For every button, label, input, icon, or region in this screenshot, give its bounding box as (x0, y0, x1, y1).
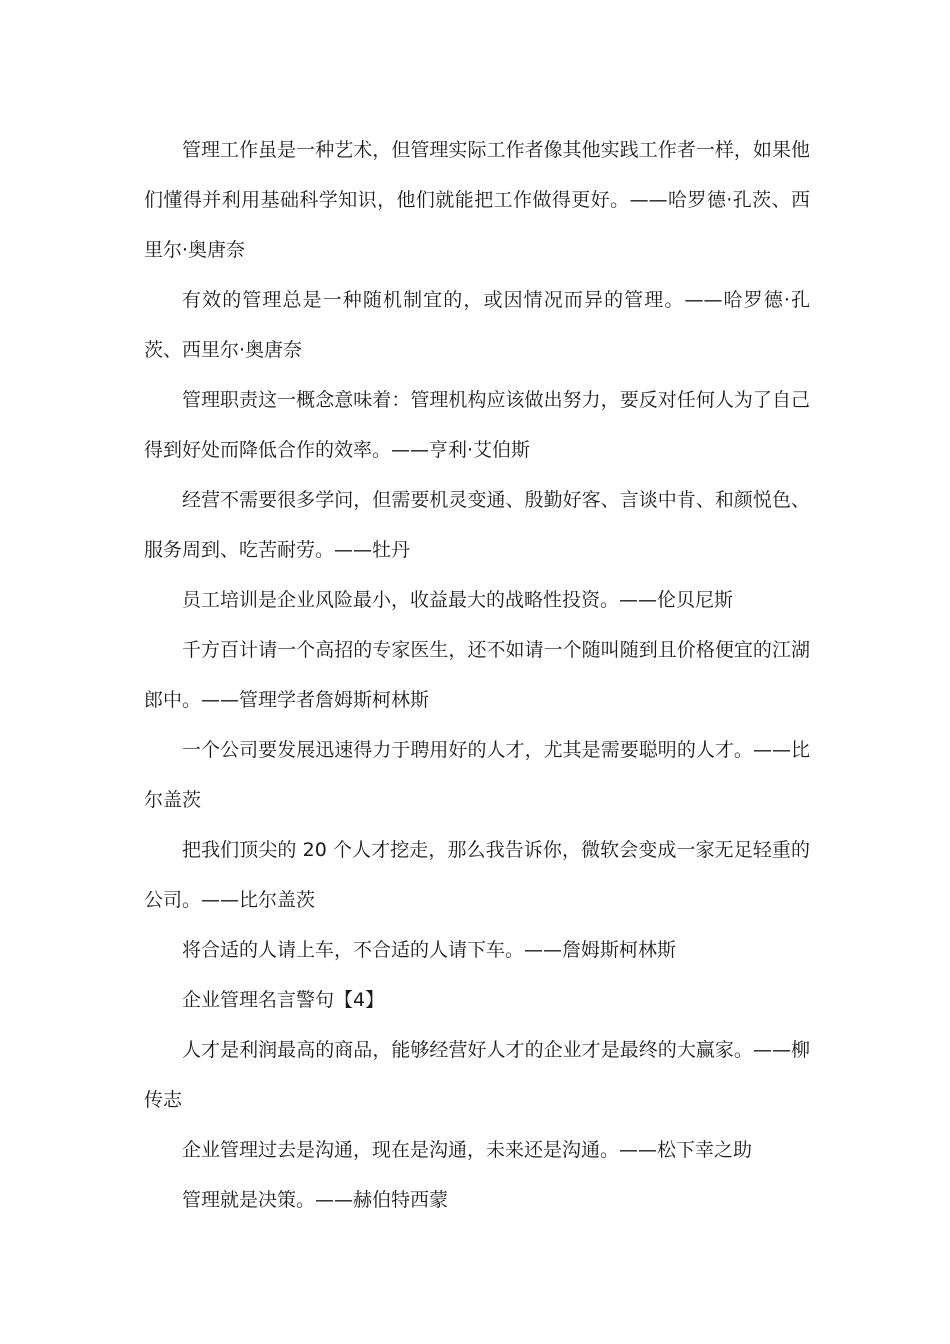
quote-paragraph: 员工培训是企业风险最小，收益最大的战略性投资。——伦贝尼斯 (182, 589, 734, 611)
section-heading: 企业管理名言警句【4】 (182, 989, 385, 1011)
quote-paragraph: 千方百计请一个高招的专家医生，还不如请一个随叫随到且价格便宜的江湖郎中。——管理学者詹姆斯柯林斯 (144, 639, 810, 711)
quote-paragraph: 管理职责这一概念意味着：管理机构应该做出努力，要反对任何人为了自己得到好处而降低合作的效率。——亨利·艾伯斯 (144, 389, 810, 461)
quote-paragraph: 人才是利润最高的商品，能够经营好人才的企业才是最终的大赢家。——柳传志 (144, 1039, 810, 1111)
quote-paragraph: 将合适的人请上车，不合适的人请下车。——詹姆斯柯林斯 (182, 939, 677, 961)
quote-paragraph: 管理工作虽是一种艺术，但管理实际工作者像其他实践工作者一样，如果他们懂得并利用基础科学知识，他们就能把工作做得更好。——哈罗德·孔茨、西里尔·奥唐奈 (144, 139, 810, 261)
document-body (144, 125, 810, 1225)
quote-paragraph: 有效的管理总是一种随机制宜的，或因情况而异的管理。——哈罗德·孔茨、西里尔·奥唐奈 (144, 289, 810, 361)
quote-paragraph: 把我们顶尖的 20 个人才挖走，那么我告诉你，微软会变成一家无足轻重的公司。——比尔盖茨 (144, 839, 810, 911)
quote-paragraph: 企业管理过去是沟通，现在是沟通，未来还是沟通。——松下幸之助 (182, 1139, 753, 1161)
quote-paragraph: 一个公司要发展迅速得力于聘用好的人才，尤其是需要聪明的人才。——比尔盖茨 (144, 739, 810, 811)
quote-paragraph: 管理就是决策。——赫伯特西蒙 (182, 1189, 449, 1211)
quote-paragraph: 经营不需要很多学问，但需要机灵变通、殷勤好客、言谈中肯、和颜悦色、服务周到、吃苦耐劳。——牡丹 (144, 489, 810, 561)
